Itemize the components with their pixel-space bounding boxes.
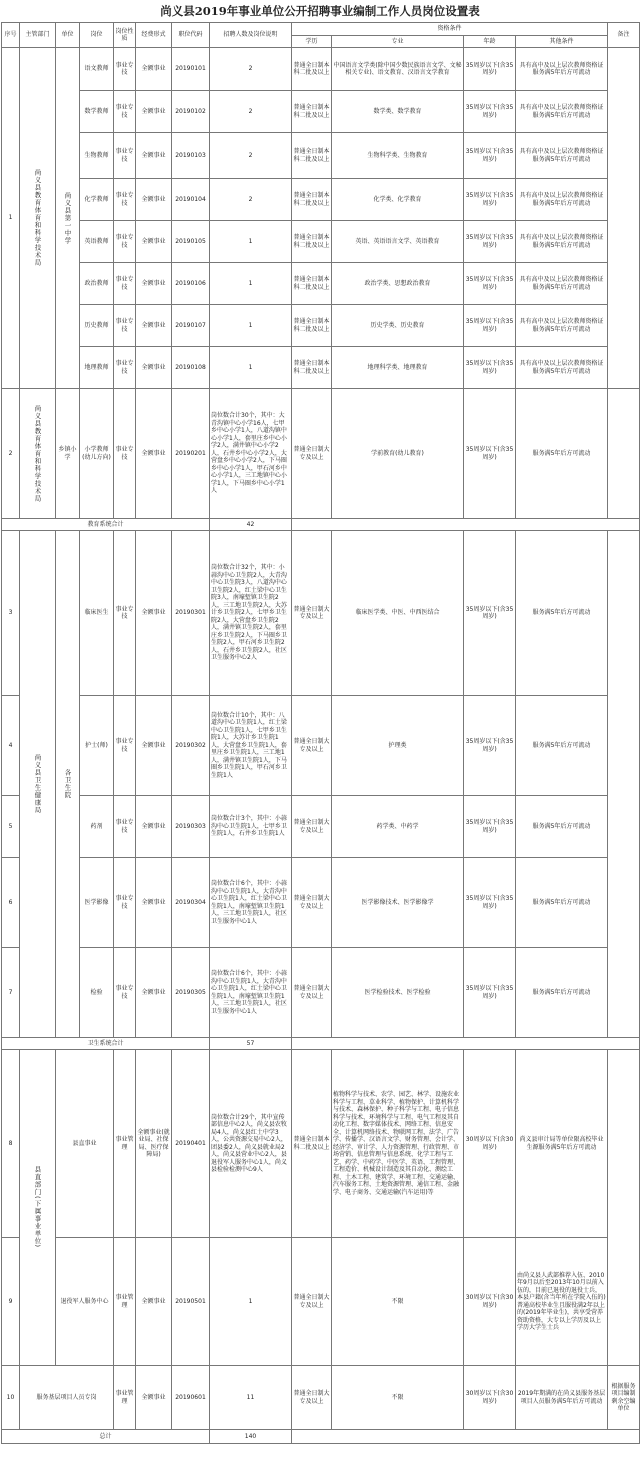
count-cell: 1: [210, 1238, 292, 1366]
major-cell: 地理科学类、地理教育: [332, 347, 464, 389]
header-funding: 经费形式: [136, 23, 172, 48]
edu-cell: 普通全日制大专及以上: [292, 389, 332, 519]
dept-cell: 尚义县教育体育和科学技术局: [33, 404, 42, 503]
edu-cell: 普通全日制大专及以上: [292, 1366, 332, 1430]
age-cell: 30周岁以下(含30周岁): [464, 1050, 516, 1238]
edu-cell: 普通全日制本科二批及以上: [292, 221, 332, 263]
code-cell: 20190107: [172, 305, 210, 347]
post-cell: 历史教师: [80, 305, 114, 347]
dept-cell: 县直部门(下属事业单位): [33, 1166, 42, 1249]
code-cell: 20190303: [172, 796, 210, 858]
edu-cell: 普通全日制大专及以上: [292, 1238, 332, 1366]
age-cell: 30周岁以下(含30周岁): [464, 1366, 516, 1430]
post-cell: 药剂: [80, 796, 114, 858]
other-cell: 服务满5年后方可流动: [516, 948, 608, 1038]
funding-cell: 全额事业: [136, 948, 172, 1038]
dept-cell: 尚义县教育体育和科学技术局: [33, 169, 42, 267]
table-row: [2, 91, 640, 133]
age-cell: 35周岁以下(含35周岁): [464, 696, 516, 796]
age-cell: 35周岁以下(含35周岁): [464, 347, 516, 389]
seq-cell: 6: [2, 858, 20, 948]
other-cell: 服务满5年后方可流动: [516, 389, 608, 519]
dept-cell: 尚义县卫生健康局: [33, 754, 42, 814]
count-cell: 1: [210, 263, 292, 305]
other-cell: 服务满5年后方可流动: [516, 696, 608, 796]
code-cell: 20190304: [172, 858, 210, 948]
seq-cell: 1: [2, 48, 20, 389]
post-cell: 生物教师: [80, 133, 114, 179]
code-cell: 20190501: [172, 1238, 210, 1366]
funding-cell: 全额事业: [136, 179, 172, 221]
nature-cell: 事业专技: [114, 305, 136, 347]
age-cell: 35周岁以下(含35周岁): [464, 531, 516, 696]
header-qualifications: 资格条件: [292, 23, 608, 36]
subtotal-label: 教育系统合计: [2, 519, 210, 531]
major-cell: 中国语言文学类(除中国少数民族语言文学、文秘相关专业)、语文教育、汉语言文学教育: [332, 48, 464, 91]
header-post-nature: 岗位性质: [114, 23, 136, 48]
subtotal-label: 卫生系统合计: [2, 1038, 210, 1050]
major-cell: 英语、英语语言文学、英语教育: [332, 221, 464, 263]
age-cell: 35周岁以下(含35周岁): [464, 858, 516, 948]
post-cell: 政治教师: [80, 263, 114, 305]
header-education: 学历: [292, 36, 332, 48]
nature-cell: 事业管理: [114, 1238, 136, 1366]
nature-cell: 事业管理: [114, 1050, 136, 1238]
funding-cell: 全额事业: [136, 133, 172, 179]
major-cell: 生物科学类、生物教育: [332, 133, 464, 179]
nature-cell: 事业专技: [114, 221, 136, 263]
header-count: 招聘人数及岗位说明: [210, 23, 292, 48]
count-cell: 1: [210, 221, 292, 263]
funding-cell: 全额事业: [136, 696, 172, 796]
unit-cell: 服务基层项目人员专岗: [20, 1366, 114, 1430]
other-cell: 尚义县审计局等单位限高校毕业生源服务满5年后方可流动: [516, 1050, 608, 1238]
count-cell: 岗位数合计32个，其中：小蒜沟中心卫生院2人，大青沟中心卫生院3人，八道沟中心卫生院2人，红土梁中心卫生院3人，南壕堑镇卫生院2人，三工地卫生院2人，大苏计乡卫生院2人，七甲乡卫生院2人，大营盘乡卫生院2人，满井镇卫生院2人，套里庄乡卫生院2人，下马圈乡卫生院2人，甲石河乡卫生院2人，石井乡卫生院2人，社区卫生服务中心2人: [210, 531, 292, 696]
table-row: [2, 1238, 640, 1366]
table-row: [2, 1366, 640, 1430]
table-row: [2, 948, 640, 1038]
edu-cell: 普通全日制本科二批及以上: [292, 179, 332, 221]
table-row: [2, 796, 640, 858]
code-cell: 20190301: [172, 531, 210, 696]
nature-cell: 事业专技: [114, 347, 136, 389]
age-cell: 35周岁以下(含35周岁): [464, 948, 516, 1038]
code-cell: 20190104: [172, 179, 210, 221]
funding-cell: 全额事业: [136, 263, 172, 305]
header-age: 年龄: [464, 36, 516, 48]
other-cell: 具有高中及以上层次教师资格证服务满5年后方可流动: [516, 133, 608, 179]
nature-cell: 事业专技: [114, 796, 136, 858]
age-cell: 35周岁以下(含35周岁): [464, 133, 516, 179]
seq-cell: 10: [2, 1366, 20, 1430]
post-cell: 语文教师: [80, 48, 114, 91]
funding-cell: 全额事业: [136, 305, 172, 347]
header-other: 其他条件: [516, 36, 608, 48]
recruitment-table: [1, 22, 640, 1444]
funding-cell: 全额事业: [136, 1366, 172, 1430]
major-cell: 不限: [332, 1366, 464, 1430]
seq-cell: 3: [2, 531, 20, 696]
seq-cell: 8: [2, 1050, 20, 1238]
post-cell: 数学教师: [80, 91, 114, 133]
unit-cell: 尚义县第一中学: [63, 191, 72, 245]
table-row: [2, 263, 640, 305]
major-cell: 植物科学与技术、农学、园艺、林学、设施农业科学与工程、草业科学、植物保护、计算机科学与技术、森林保护、种子科学与工程、电子信息科学与技术、环境科学与工程、电气工程及其自动化工程、数字媒体技术、网络工程、信息安全、计算机网络技术、物联网工程、法学、广告学、传播学、汉语言文学、财务管理、会计学、经济学、审计学、人力资源管理、行政管理、市场营销、信息管理与信息系统、化学工程与工艺、药学、中药学、中医学、英语、工程管理、工程造价、机械设计制造及其自动化、测绘工程、土木工程、建筑学、环境工程、交通运输、汽车服务工程、土地资源管理、通信工程、金融学、电子商务、交通运输(汽车运用)等: [332, 1050, 464, 1238]
header-post: 岗位: [80, 23, 114, 48]
total-label: 总计: [2, 1430, 210, 1444]
header-remark: 备注: [608, 23, 640, 48]
table-row: [2, 48, 640, 91]
major-cell: 政治学类、思想政治教育: [332, 263, 464, 305]
count-cell: 岗位数合计6个，其中：小蒜沟中心卫生院1人，大青沟中心卫生院1人，红土梁中心卫生院1人，南壕堑镇卫生院1人，三工地卫生院1人，社区卫生服务中心1人: [210, 948, 292, 1038]
age-cell: 35周岁以下(含35周岁): [464, 48, 516, 91]
nature-cell: 事业专技: [114, 948, 136, 1038]
age-cell: 35周岁以下(含35周岁): [464, 179, 516, 221]
nature-cell: 事业专技: [114, 531, 136, 696]
major-cell: 医学影像技术、医学影像学: [332, 858, 464, 948]
major-cell: 不限: [332, 1238, 464, 1366]
code-cell: 20190201: [172, 389, 210, 519]
edu-cell: 普通全日制大专及以上: [292, 948, 332, 1038]
header-unit: 单位: [56, 23, 80, 48]
unit-cell: 各卫生院: [63, 769, 72, 799]
seq-cell: 5: [2, 796, 20, 858]
header-code: 职位代码: [172, 23, 210, 48]
major-cell: 化学类、化学教育: [332, 179, 464, 221]
other-cell: 由尚义县人武部推荐入伍、2010年9月以后至2013年10月以前入伍的，目前已退役的退役士兵，本县户籍(含当年所在学院入伍的)普通高校毕业生且服役满2年以上的(2019年毕业生)，共享受营养资助资格，大专以上学历及以上学历大学生士兵: [516, 1238, 608, 1366]
table-row: [2, 133, 640, 179]
edu-cell: 普通全日制本科二批及以上: [292, 347, 332, 389]
post-cell: 医学影像: [80, 858, 114, 948]
other-cell: 服务满5年后方可流动: [516, 531, 608, 696]
unit-cell: 退役军人服务中心: [56, 1238, 114, 1366]
code-cell: 20190105: [172, 221, 210, 263]
nature-cell: 事业专技: [114, 858, 136, 948]
other-cell: 具有高中及以上层次教师资格证服务满5年后方可流动: [516, 305, 608, 347]
major-cell: 临床医学类、中医、中西医结合: [332, 531, 464, 696]
count-cell: 2: [210, 91, 292, 133]
code-cell: 20190102: [172, 91, 210, 133]
code-cell: 20190601: [172, 1366, 210, 1430]
post-cell: 小学教师(幼儿方向): [80, 389, 114, 519]
other-cell: 具有高中及以上层次教师资格证服务满5年后方可流动: [516, 347, 608, 389]
major-cell: 护理类: [332, 696, 464, 796]
total-value: 140: [210, 1430, 292, 1444]
count-cell: 岗位数合计29个，其中宣传部信息中心2人，尚义县农牧局4人，尚义县红土中学3人，公共资源交易中心2人，团县委2人，尚义县就业局2人，尚义县营业中心2人，县退役军人服务中心1人，尚义县检验检测中心9人: [210, 1050, 292, 1238]
subtotal-row: [2, 519, 640, 531]
post-cell: 英语教师: [80, 221, 114, 263]
other-cell: 服务满5年后方可流动: [516, 796, 608, 858]
unit-cell: 县直事业: [56, 1050, 114, 1238]
age-cell: 30周岁以下(含30周岁): [464, 1238, 516, 1366]
other-cell: 具有高中及以上层次教师资格证服务满5年后方可流动: [516, 48, 608, 91]
major-cell: 学前教育(幼儿教育): [332, 389, 464, 519]
age-cell: 35周岁以下(含35周岁): [464, 796, 516, 858]
other-cell: 2019年期满的在尚义县服务基层项目人员服务满5年后方可流动: [516, 1366, 608, 1430]
funding-cell: 全额事业: [136, 91, 172, 133]
header-dept: 主管部门: [20, 23, 56, 48]
edu-cell: 普通全日制本科二批及以上: [292, 91, 332, 133]
other-cell: 具有高中及以上层次教师资格证服务满5年后方可流动: [516, 91, 608, 133]
table-row: [2, 347, 640, 389]
code-cell: 20190103: [172, 133, 210, 179]
funding-cell: 全额事业: [136, 48, 172, 91]
age-cell: 35周岁以下(含35周岁): [464, 263, 516, 305]
major-cell: 医学检验技术、医学检验: [332, 948, 464, 1038]
age-cell: 35周岁以下(含35周岁): [464, 91, 516, 133]
seq-cell: 7: [2, 948, 20, 1038]
edu-cell: 普通全日制大专及以上: [292, 531, 332, 696]
major-cell: 历史学类、历史教育: [332, 305, 464, 347]
funding-cell: 全额事业: [136, 531, 172, 696]
other-cell: 具有高中及以上层次教师资格证服务满5年后方可流动: [516, 179, 608, 221]
nature-cell: 事业专技: [114, 48, 136, 91]
other-cell: 具有高中及以上层次教师资格证服务满5年后方可流动: [516, 221, 608, 263]
code-cell: 20190401: [172, 1050, 210, 1238]
nature-cell: 事业专技: [114, 696, 136, 796]
code-cell: 20190108: [172, 347, 210, 389]
subtotal-value: 42: [210, 519, 292, 531]
seq-cell: 9: [2, 1238, 20, 1366]
count-cell: 1: [210, 347, 292, 389]
header-seq: 序号: [2, 23, 20, 48]
edu-cell: 普通全日制本科二批及以上: [292, 48, 332, 91]
subtotal-row: [2, 1038, 640, 1050]
table-row: [2, 389, 640, 519]
header-major: 专业: [332, 36, 464, 48]
other-cell: 具有高中及以上层次教师资格证服务满5年后方可流动: [516, 263, 608, 305]
post-cell: 化学教师: [80, 179, 114, 221]
funding-cell: 全额事业(就业局、社保局、医疗保障局): [136, 1050, 172, 1238]
nature-cell: 事业管理: [114, 1366, 136, 1430]
seq-cell: 2: [2, 389, 20, 519]
edu-cell: 普通全日制本科二批及以上: [292, 263, 332, 305]
edu-cell: 普通全日制大专及以上: [292, 858, 332, 948]
edu-cell: 普通全日制本科二批及以上: [292, 1050, 332, 1238]
code-cell: 20190101: [172, 48, 210, 91]
page-title: 尚义县2019年事业单位公开招聘事业编制工作人员岗位设置表: [160, 4, 480, 18]
count-cell: 11: [210, 1366, 292, 1430]
major-cell: 药学类、中药学: [332, 796, 464, 858]
post-cell: 地理教师: [80, 347, 114, 389]
code-cell: 20190302: [172, 696, 210, 796]
table-row: [2, 858, 640, 948]
table-row: [2, 179, 640, 221]
unit-cell: 乡镇小学: [56, 389, 80, 519]
post-cell: 临床医生: [80, 531, 114, 696]
major-cell: 数学类、数学教育: [332, 91, 464, 133]
count-cell: 岗位数合计6个，其中：小蒜沟中心卫生院1人，大青沟中心卫生院1人，红土梁中心卫生院1人，南壕堑镇卫生院1人，三工地卫生院1人，社区卫生服务中心1人: [210, 858, 292, 948]
table-row: [2, 305, 640, 347]
count-cell: 岗位数合计10个，其中：八道沟中心卫生院1人，红土梁中心卫生院1人，七甲乡卫生院1人，大苏计乡卫生院1人，大营盘乡卫生院1人，套里庄乡卫生院1人，三工地1人，满井镇卫生院1人，下马圈乡卫生院1人，甲石河乡卫生院1人: [210, 696, 292, 796]
nature-cell: 事业专技: [114, 133, 136, 179]
code-cell: 20190106: [172, 263, 210, 305]
seq-cell: 4: [2, 696, 20, 796]
funding-cell: 全额事业: [136, 221, 172, 263]
other-cell: 服务满5年后方可流动: [516, 858, 608, 948]
count-cell: 2: [210, 179, 292, 221]
count-cell: 2: [210, 133, 292, 179]
post-cell: 护士(师): [80, 696, 114, 796]
count-cell: 岗位数合计30个，其中：大青沟镇中心小学16人，七甲乡中心小学1人，八道沟镇中心小学1人，套里庄乡中心小学2人，满井镇中心小学2人，石井乡中心小学2人，大营盘乡中心小学2人，下马圈乡中心小学1人，甲石河乡中心小学1人，三工地镇中心小学1人，下马圈乡中心小学1人: [210, 389, 292, 519]
funding-cell: 全额事业: [136, 347, 172, 389]
count-cell: 岗位数合计3个，其中：小蒜沟中心卫生院1人，七甲乡卫生院1人，石井乡卫生院1人: [210, 796, 292, 858]
age-cell: 35周岁以下(含35周岁): [464, 305, 516, 347]
funding-cell: 全额事业: [136, 858, 172, 948]
edu-cell: 普通全日制大专及以上: [292, 696, 332, 796]
edu-cell: 普通全日制本科二批及以上: [292, 133, 332, 179]
edu-cell: 普通全日制本科二批及以上: [292, 305, 332, 347]
code-cell: 20190305: [172, 948, 210, 1038]
nature-cell: 事业专技: [114, 91, 136, 133]
nature-cell: 事业专技: [114, 263, 136, 305]
count-cell: 1: [210, 305, 292, 347]
total-row: [2, 1430, 640, 1444]
remark-cell: 根据服务项目编制剩余空编单位: [608, 1366, 640, 1430]
age-cell: 35周岁以下(含35周岁): [464, 221, 516, 263]
subtotal-value: 57: [210, 1038, 292, 1050]
count-cell: 2: [210, 48, 292, 91]
post-cell: 检验: [80, 948, 114, 1038]
funding-cell: 全额事业: [136, 389, 172, 519]
edu-cell: 普通全日制大专及以上: [292, 796, 332, 858]
table-row: [2, 531, 640, 696]
age-cell: 35周岁以下(含35周岁): [464, 389, 516, 519]
table-row: [2, 1050, 640, 1238]
table-row: [2, 221, 640, 263]
table-row: [2, 696, 640, 796]
nature-cell: 事业专技: [114, 179, 136, 221]
nature-cell: 事业专技: [114, 389, 136, 519]
funding-cell: 全额事业: [136, 1238, 172, 1366]
funding-cell: 全额事业: [136, 796, 172, 858]
